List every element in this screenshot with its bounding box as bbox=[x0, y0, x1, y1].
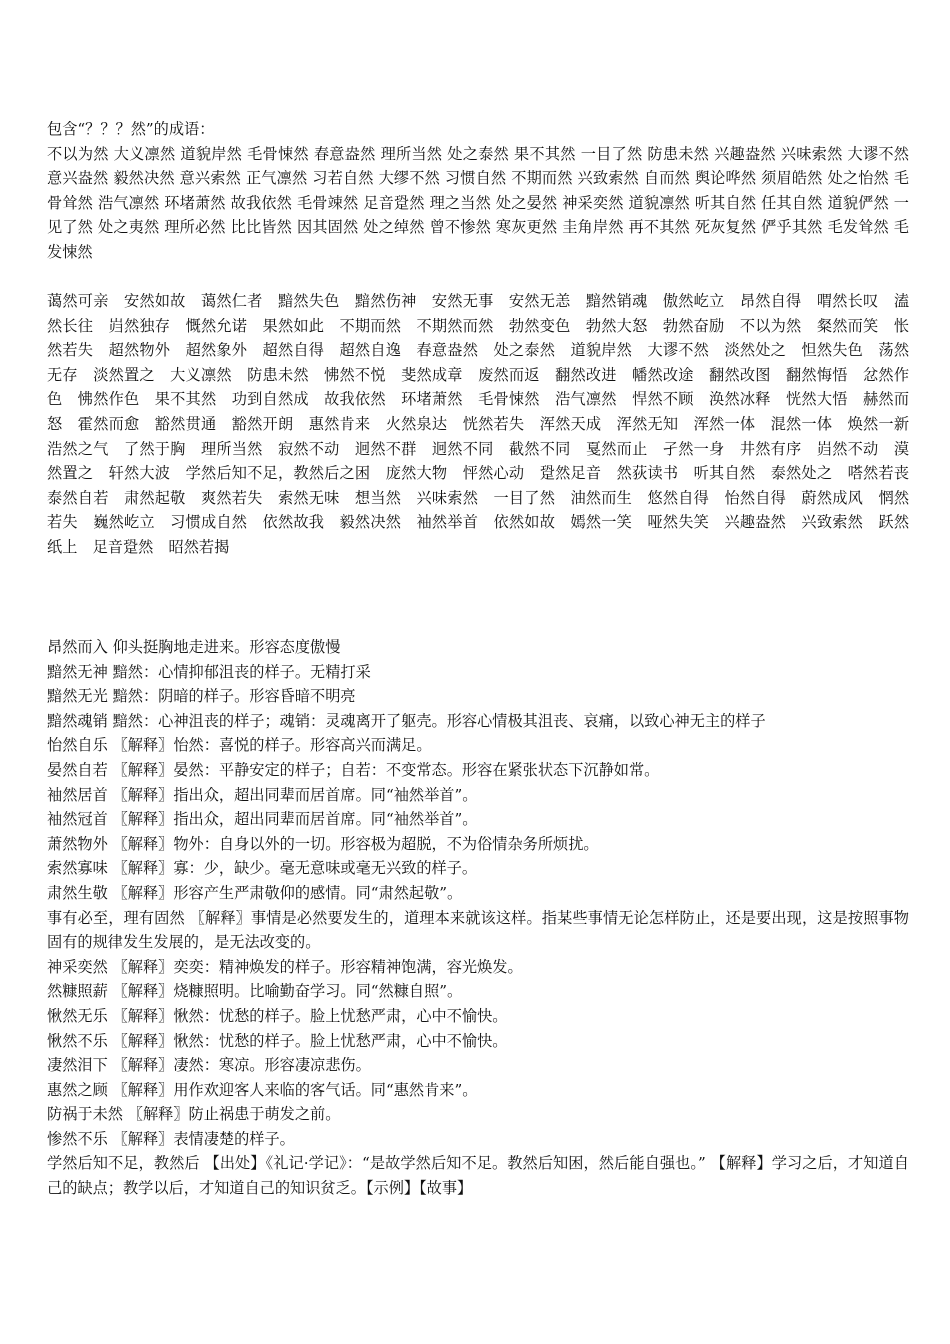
definition-entry: 事有必至，理有固然 〖解释〗事情是必然要发生的，道理本来就该这样。指某些事情无论怎样防止，还是要出现，这是按照事物固有的规律发生发展的，是无法改变的。 bbox=[47, 908, 909, 952]
definition-entry: 神采奕然 〖解释〗奕奕：精神焕发的样子。形容精神饱满，容光焕发。 bbox=[47, 957, 523, 976]
definition-entry: 晏然自若 〖解释〗晏然：平静安定的样子；自若：不变常态。形容在紧张状态下沉静如常。 bbox=[47, 760, 660, 779]
definition-entry: 怡然自乐 〖解释〗怡然：喜悦的样子。形容高兴而满足。 bbox=[47, 736, 432, 755]
definition-entry: 袖然冠首 〖解释〗指出众，超出同辈而居首席。同“袖然举首”。 bbox=[47, 810, 478, 829]
idiom-list-compact: 不以为然 大义凛然 道貌岸然 毛骨悚然 春意盎然 理所当然 处之泰然 果不其然 一目了然 防患未然 兴趣盎然 兴味索然 大谬不然 意兴盎然 毅然决然 意兴索然 正气凛然 习若自然 大缪不然 习惯自然 不期而然 兴致索然 自而然 舆论哗然 须眉皓然 处之怡然 毛骨耸然 浩气凛然 环堵萧然 故我依然 毛骨竦然 足音跫然 理之当然 处之晏然 神采奕然 道貌凛然 听其自然 任其自然 道貌俨然 一见了然 处之夷然 理所必然 比比皆然 因其固然 处之绰然 曾不惨然 寒灰更然 圭角岸然 再不其然 死灰复然 俨乎其然 毛发耸然 毛发悚然 bbox=[47, 144, 909, 261]
idiom-list-spaced: 蔼然可亲 安然如故 蔼然仁者 黯然失色 黯然伤神 安然无事 安然无恙 黯然销魂 傲然屹立 昂然自得 喟然长叹 溘然长往 岿然独存 慨然允诺 果然如此 不期而然 不期然而然 勃然变色 勃然大怒 勃然奋励 不以为然 粲然而笑 怅然若失 超然物外 超然象外 超然自得 超然自逸 春意盎然 处之泰然 道貌岸然 大谬不然 淡然处之 怛然失色 荡然无存 淡然置之 大义凛然 防患未然 怫然不悦 斐然成章 废然而返 翻然改进 幡然改途 翻然改图 翻然悔悟 忿然作色 怫然作色 果不其然 功到自然成 故我依然 环堵萧然 毛骨悚然 浩气凛然 悍然不顾 涣然冰释 恍然大悟 赫然而怒 霍然而愈 豁然贯通 豁然开朗 惠然肯来 火然泉达 恍然若失 浑然天成 浑然无知 浑然一体 混然一体 焕然一新 浩然之气 了然于胸 理所当然 寂然不动 迥然不群 迥然不同 截然不同 戛然而止 孑然一身 井然有序 岿然不动 漠然置之 轩然大波 学然后知不足，教然后之困 庞然大物 怦然心动 跫然足音 然荻读书 听其自然 泰然处之 嗒然若丧 泰然自若 肃然起敬 爽然若失 索然无味 想当然 兴味索然 一目了然 油然而生 悠然自得 怡然自得 蔚然成风 惘然若失 巍然屹立 习惯成自然 依然故我 毅然决然 袖然举首 依然如故 嫣然一笑 哑然失笑 兴趣盎然 兴致索然 跃然纸上 足音跫然 昭然若揭 bbox=[47, 292, 925, 556]
definition-entry: 黯然无神 黯然：心情抑郁沮丧的样子。无精打采 bbox=[47, 662, 371, 681]
definition-entry: 惨然不乐 〖解释〗表情凄楚的样子。 bbox=[47, 1129, 295, 1148]
idiom-definitions bbox=[47, 635, 909, 1201]
section-heading: 包含“？？？然”的成语： bbox=[47, 120, 215, 138]
definition-entry: 愀然不乐 〖解释〗愀然：忧愁的样子。脸上忧愁严肃，心中不愉快。 bbox=[47, 1031, 508, 1050]
definition-entry: 袖然居首 〖解释〗指出众，超出同辈而居首席。同“袖然举首”。 bbox=[47, 785, 478, 804]
definition-entry: 防祸于未然 〖解释〗防止祸患于萌发之前。 bbox=[47, 1105, 341, 1124]
definition-entry: 肃然生敬 〖解释〗形容产生严肃敬仰的感情。同“肃然起敬”。 bbox=[47, 883, 463, 902]
definition-entry: 黯然魂销 黯然：心神沮丧的样子；魂销：灵魂离开了躯壳。形容心情极其沮丧、哀痛，以致心神无主的样子 bbox=[47, 711, 766, 730]
definition-entry: 愀然无乐 〖解释〗愀然：忧愁的样子。脸上忧愁严肃，心中不愉快。 bbox=[47, 1006, 508, 1025]
definition-entry: 学然后知不足，教然后 【出处】《礼记·学记》：“是故学然后知不足。教然后知困，然后能自强也。” 【解释】学习之后，才知道自己的缺点；教学以后，才知道自己的知识贫乏。【示例】【故事】 bbox=[47, 1154, 909, 1198]
definition-entry: 昂然而入 仰头挺胸地走进来。形容态度傲慢 bbox=[47, 638, 341, 656]
idiom-list-section-1 bbox=[47, 117, 909, 265]
definition-entry: 黯然无光 黯然：阴暗的样子。形容昏暗不明亮 bbox=[47, 687, 356, 706]
definition-entry: 索然寡味 〖解释〗寡：少，缺少。毫无意味或毫无兴致的样子。 bbox=[47, 859, 478, 878]
definition-entry: 凄然泪下 〖解释〗凄然：寒凉。形容凄凉悲伤。 bbox=[47, 1056, 371, 1075]
definition-entry: 萧然物外 〖解释〗物外：自身以外的一切。形容极为超脱，不为俗情杂务所烦扰。 bbox=[47, 834, 599, 853]
definition-entry: 惠然之顾 〖解释〗用作欢迎客人来临的客气话。同“惠然肯来”。 bbox=[47, 1080, 478, 1099]
definition-entry: 然糠照薪 〖解释〗烧糠照明。比喻勤奋学习。同“然糠自照”。 bbox=[47, 982, 463, 1001]
